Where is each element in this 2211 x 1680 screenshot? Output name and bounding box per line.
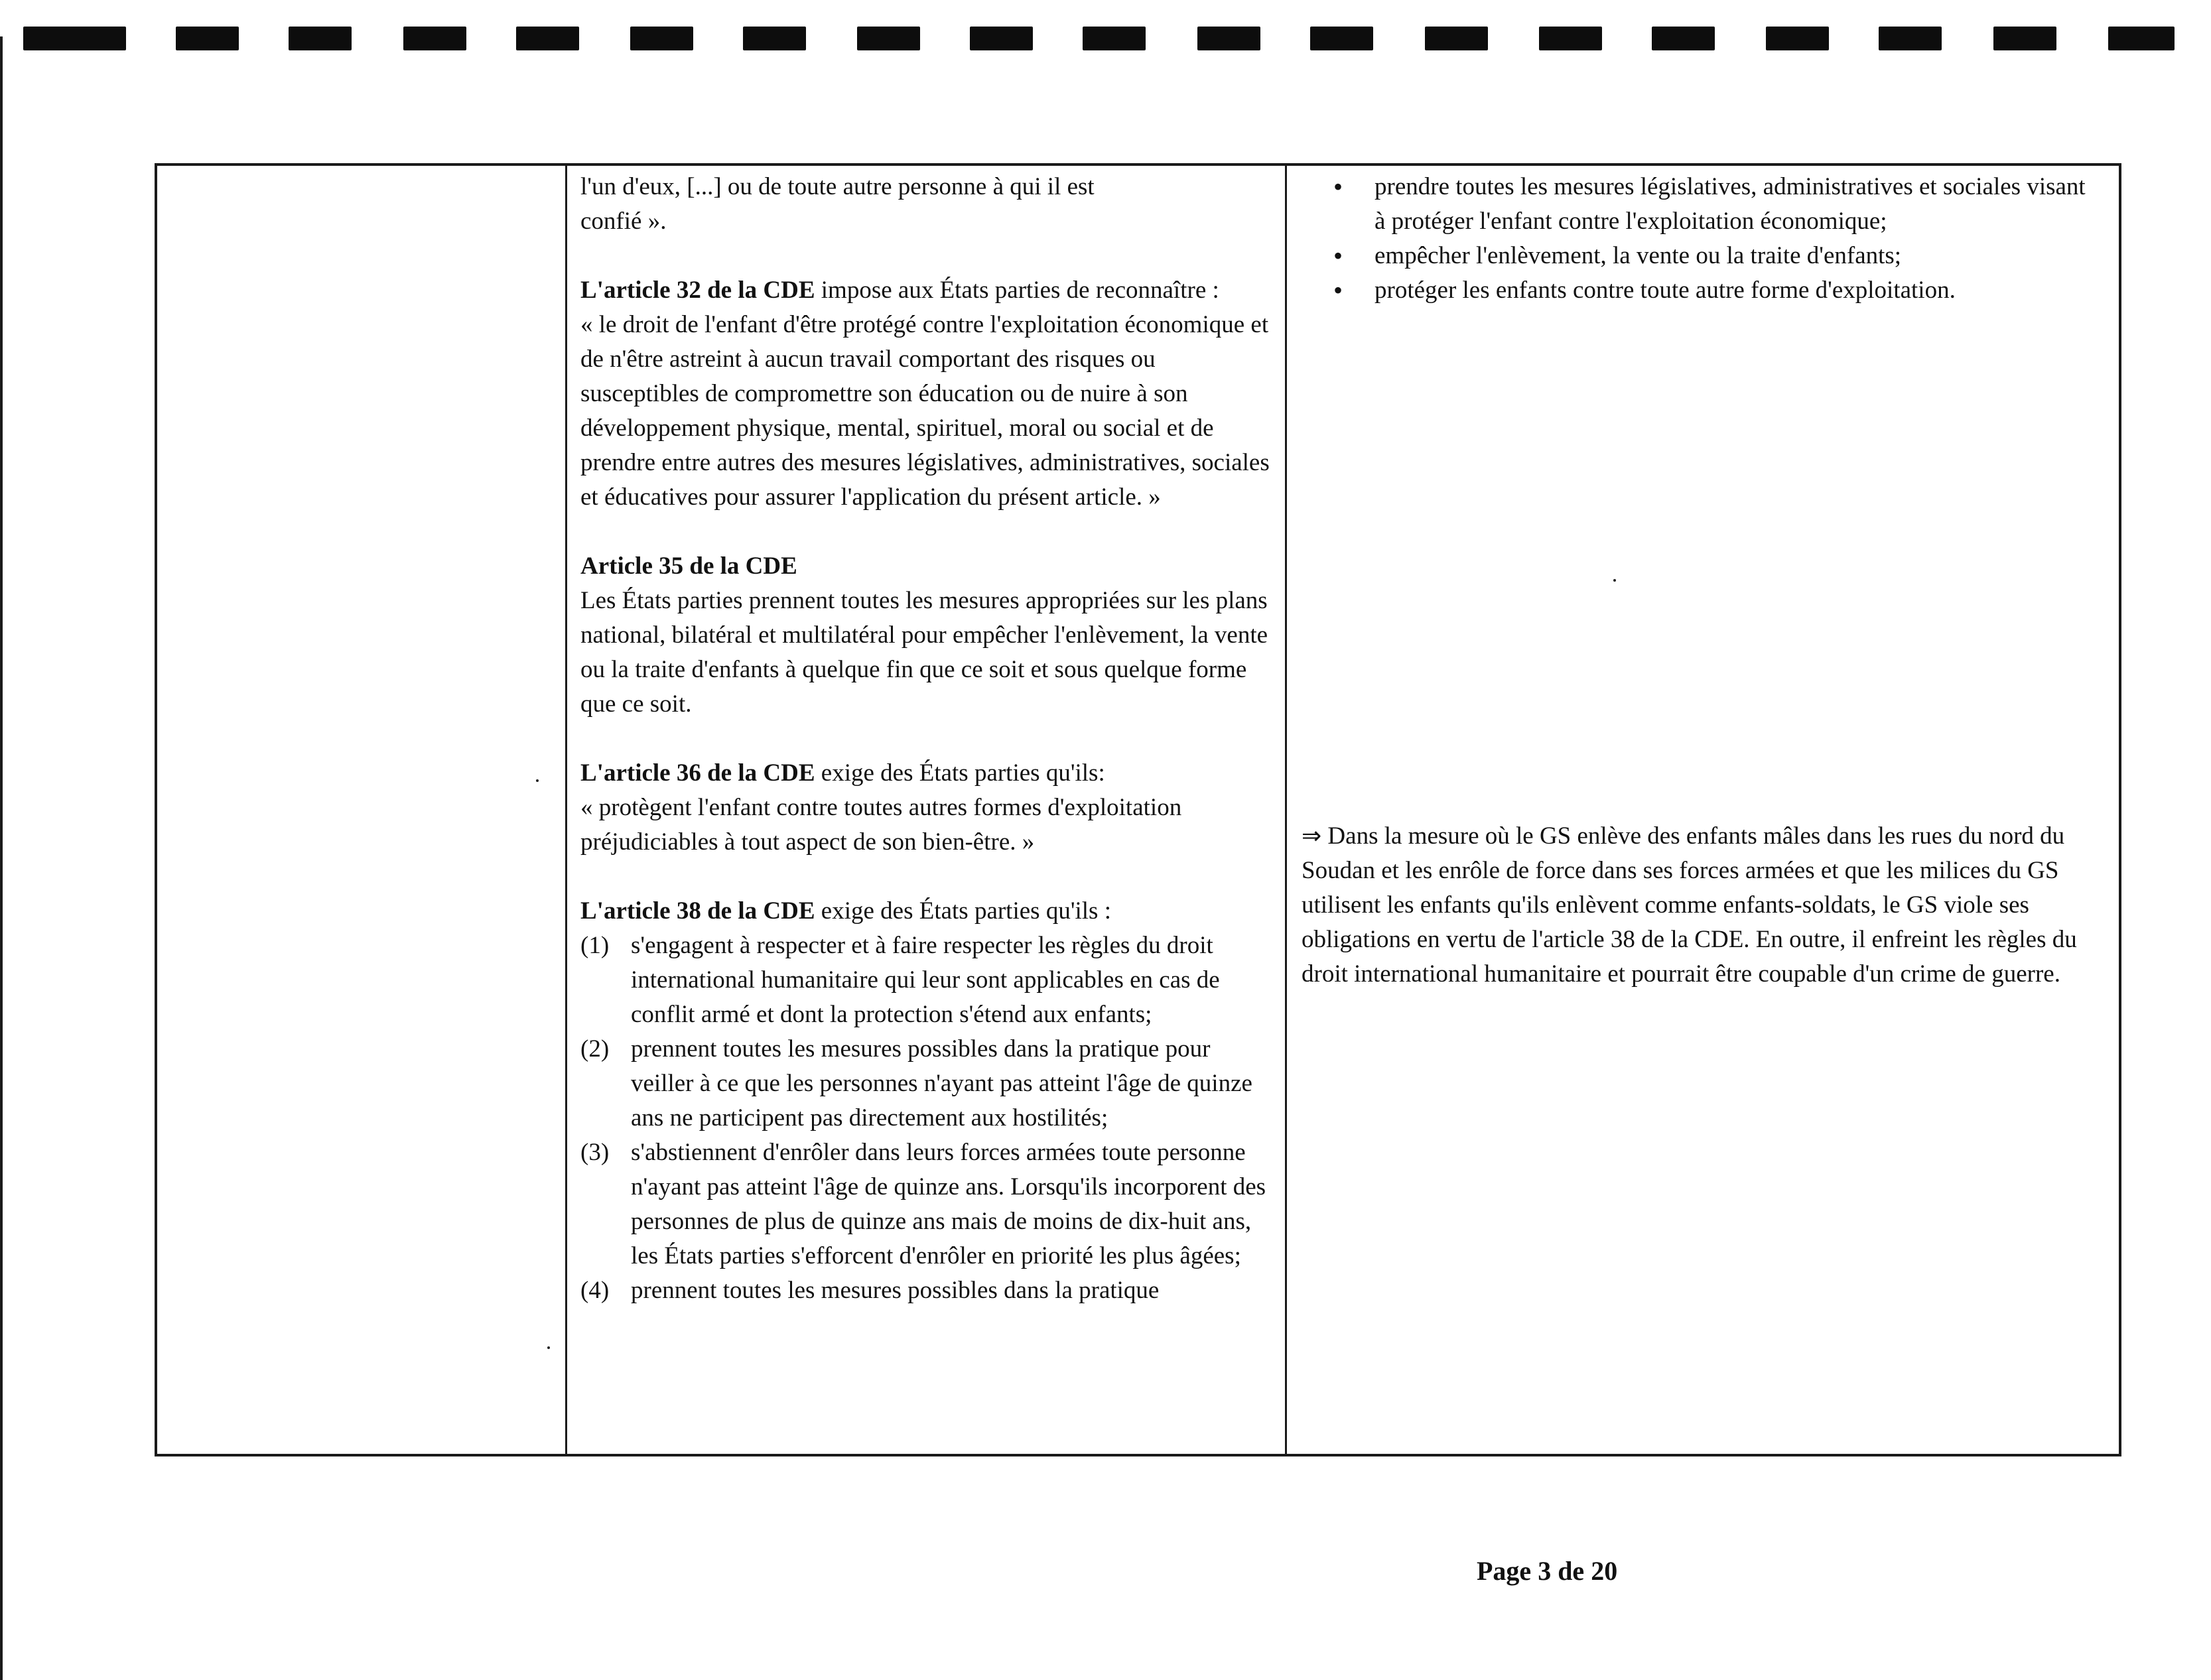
binder-mark bbox=[1652, 27, 1715, 50]
article-32-block bbox=[580, 273, 1277, 515]
article-38-heading bbox=[580, 894, 1277, 929]
intro-line: l'un d'eux, [...] ou de toute autre personne à qui il est bbox=[580, 173, 1095, 200]
list-item-number: (2) bbox=[580, 1035, 610, 1063]
list-item-text: prennent toutes les mesures possibles dans la pratique pour veiller à ce que les personnes n'ayant pas atteint l'âge de quinze ans ne participent pas directement aux hostilités; bbox=[631, 1035, 1252, 1131]
list-item-number: (1) bbox=[580, 932, 610, 959]
list-item-text: s'engagent à respecter et à faire respecter les règles du droit international humanitaire qui leur sont applicables en cas de conflit armé et dont la protection s'étend aux enfants; bbox=[631, 932, 1220, 1028]
intro-line: confié ». bbox=[580, 208, 667, 235]
binder-mark bbox=[1766, 27, 1829, 50]
binder-mark bbox=[23, 27, 126, 50]
article-38-title: L'article 38 de la CDE bbox=[580, 897, 815, 925]
article-32-title: L'article 32 de la CDE bbox=[580, 277, 815, 304]
article-32-heading bbox=[580, 273, 1277, 308]
bullet-item bbox=[1302, 170, 2104, 239]
article-35-title: Article 35 de la CDE bbox=[580, 552, 797, 580]
binder-mark bbox=[743, 27, 806, 50]
bullet-text: empêcher l'enlèvement, la vente ou la traite d'enfants; bbox=[1374, 242, 1902, 269]
column-divider bbox=[565, 166, 567, 1454]
scan-speck bbox=[1613, 579, 1616, 582]
list-item bbox=[580, 1032, 1277, 1135]
list-item bbox=[580, 1135, 1277, 1273]
scan-speck bbox=[536, 779, 539, 782]
bullet-text: prendre toutes les mesures législatives, administratives et sociales visant à protéger l'enfant contre l'exploitation économique; bbox=[1374, 173, 2086, 235]
article-38-block bbox=[580, 894, 1277, 1308]
binder-mark bbox=[1879, 27, 1942, 50]
bullet-icon: • bbox=[1333, 275, 1343, 305]
binder-mark bbox=[1425, 27, 1488, 50]
page-number: Page 3 de 20 bbox=[1477, 1556, 1618, 1586]
article-32-intro: impose aux États parties de reconnaître : bbox=[815, 277, 1219, 304]
article-35-text: Les États parties prennent toutes les mesures appropriées sur les plans national, bilatéral et multilatéral pour empêcher l'enlèvement, la vente ou la traite d'enfants à quelque fin que ce soit et sous quelque forme que ce soit. bbox=[580, 587, 1268, 718]
binder-mark bbox=[970, 27, 1033, 50]
binder-marks-strip bbox=[0, 0, 2211, 66]
conclusion-paragraph bbox=[1302, 819, 2098, 992]
binder-mark bbox=[403, 27, 466, 50]
list-item-text: s'abstiennent d'enrôler dans leurs forces armées toute personne n'ayant pas atteint l'âge de quinze ans. Lorsqu'ils incorporent des personnes de plus de quinze ans mais de moins de dix-huit ans, les États parties s'efforcent d'enrôler en priorité les plus âgées; bbox=[631, 1139, 1266, 1269]
obligations-analysis-cell bbox=[1302, 166, 2104, 1454]
scan-speck bbox=[547, 1346, 550, 1349]
page-left-edge bbox=[0, 36, 3, 1680]
binder-mark bbox=[2108, 27, 2175, 50]
article-36-title: L'article 36 de la CDE bbox=[580, 759, 815, 787]
binder-mark bbox=[1083, 27, 1146, 50]
document-table bbox=[155, 163, 2121, 1456]
bullet-item bbox=[1302, 239, 2104, 273]
binder-mark bbox=[176, 27, 239, 50]
list-item-number: (4) bbox=[580, 1277, 610, 1304]
article-38-intro: exige des États parties qu'ils : bbox=[815, 897, 1111, 925]
list-item bbox=[580, 1273, 1277, 1308]
bullet-text: protéger les enfants contre toute autre forme d'exploitation. bbox=[1374, 277, 1956, 304]
article-35-block bbox=[580, 549, 1277, 722]
article-38-list bbox=[580, 929, 1277, 1308]
conclusion-text: Dans la mesure où le GS enlève des enfants mâles dans les rues du nord du Soudan et les enrôle de force dans ses forces armées et que les milices du GS utilisent les enfants qu'ils enlèvent comme enfants-soldats, le GS viole ses obligations en vertu de l'article 38 de la CDE. En outre, il enfreint les règles du droit international humanitaire et pourrait être coupable d'un crime de guerre. bbox=[1302, 822, 2077, 988]
list-item bbox=[580, 929, 1277, 1032]
bullet-icon: • bbox=[1333, 172, 1343, 202]
article-32-quote: « le droit de l'enfant d'être protégé contre l'exploitation économique et de n'être astreint à aucun travail comportant des risques ou susceptibles de compromettre son éducation ou de nuire à son développement physique, mental, spirituel, moral ou social et de prendre entre autres des mesures législatives, administratives, sociales et éducatives pour assurer l'application du présent article. » bbox=[580, 311, 1270, 511]
binder-mark bbox=[1197, 27, 1260, 50]
article-36-heading bbox=[580, 756, 1277, 791]
article-36-block bbox=[580, 756, 1277, 860]
list-item-text: prennent toutes les mesures possibles dans la pratique bbox=[631, 1277, 1160, 1304]
binder-mark bbox=[289, 27, 352, 50]
binder-mark bbox=[630, 27, 693, 50]
binder-mark bbox=[516, 27, 579, 50]
binder-mark bbox=[1539, 27, 1602, 50]
legal-provisions-cell bbox=[580, 166, 1277, 1454]
article-36-quote: « protègent l'enfant contre toutes autres formes d'exploitation préjudiciables à tout aspect de son bien-être. » bbox=[580, 794, 1182, 856]
obligations-bullet-list bbox=[1302, 170, 2104, 308]
bullet-icon: • bbox=[1333, 241, 1343, 271]
column-divider bbox=[1285, 166, 1287, 1454]
intro-quote-end bbox=[580, 170, 1277, 239]
list-item-number: (3) bbox=[580, 1139, 610, 1166]
article-36-intro: exige des États parties qu'ils: bbox=[815, 759, 1105, 787]
binder-mark bbox=[1310, 27, 1373, 50]
implies-arrow-icon: ⇒ bbox=[1302, 822, 1322, 850]
binder-mark bbox=[1993, 27, 2056, 50]
binder-mark bbox=[857, 27, 920, 50]
bullet-item bbox=[1302, 273, 2104, 308]
